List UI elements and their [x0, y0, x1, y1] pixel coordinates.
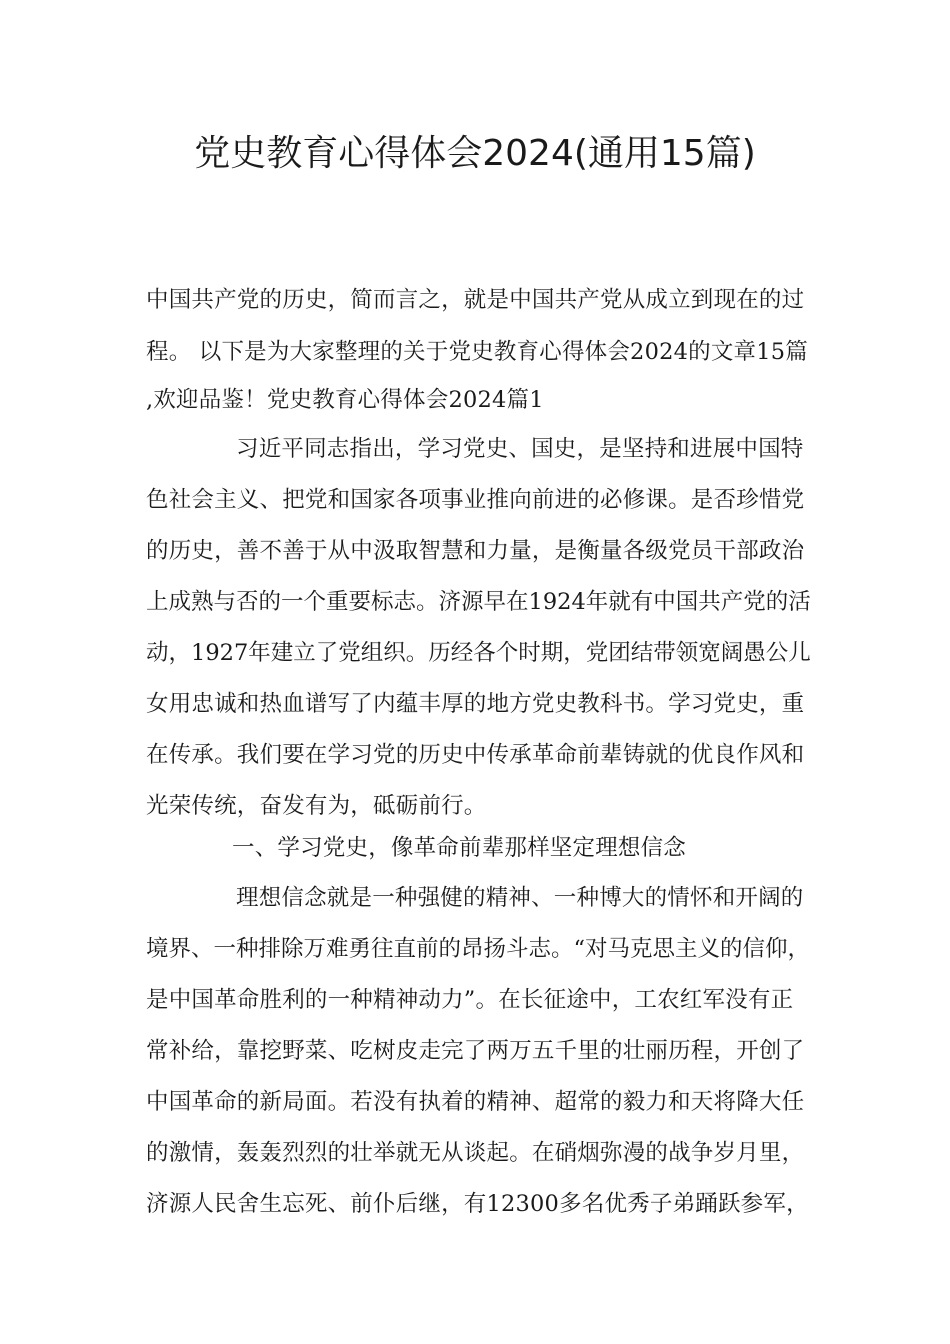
paragraph-line: 在传承。我们要在学习党的历史中传承革命前辈铸就的优良作风和	[146, 742, 805, 768]
paragraph-line: 济源人民舍生忘死、前仆后继，有12300多名优秀子弟踊跃参军，	[146, 1191, 809, 1217]
paragraph-line: 的历史，善不善于从中汲取智慧和力量，是衡量各级党员干部政治	[146, 538, 805, 564]
paragraph-line: 是中国革命胜利的一种精神动力”。在长征途中，工农红军没有正	[146, 987, 794, 1013]
paragraph-line: 的激情，轰轰烈烈的壮举就无从谈起。在硝烟弥漫的战争岁月里，	[146, 1140, 805, 1166]
paragraph-line: 动，1927年建立了党组织。历经各个时期，党团结带领宽阔愚公儿	[146, 640, 811, 666]
paragraph-line: 中国革命的新局面。若没有执着的精神、超常的毅力和天将降大任	[146, 1089, 805, 1115]
paragraph-line: 常补给，靠挖野菜、吃树皮走完了两万五千里的壮丽历程，开创了	[146, 1038, 805, 1064]
paragraph-line: 习近平同志指出，学习党史、国史，是坚持和进展中国特	[236, 436, 804, 462]
paragraph-line: 女用忠诚和热血谱写了内蕴丰厚的地方党史教科书。学习党史，重	[146, 691, 805, 717]
paragraph-line: 色社会主义、把党和国家各项事业推向前进的必修课。是否珍惜党	[146, 487, 805, 513]
paragraph-line: 光荣传统，奋发有为，砥砺前行。	[146, 793, 487, 819]
paragraph-line: 中国共产党的历史，简而言之，就是中国共产党从成立到现在的过	[146, 287, 805, 313]
paragraph-line: 境界、一种排除万难勇往直前的昂扬斗志。“对马克思主义的信仰，	[146, 936, 811, 962]
paragraph-line: 理想信念就是一种强健的精神、一种博大的情怀和开阔的	[236, 885, 804, 911]
section-heading: 一、学习党史，像革命前辈那样坚定理想信念	[232, 835, 687, 861]
paragraph-line: ,欢迎品鉴！党史教育心得体会2024篇1	[146, 387, 544, 413]
document-title: 党史教育心得体会2024(通用15篇)	[194, 133, 756, 174]
paragraph-line: 上成熟与否的一个重要标志。济源早在1924年就有中国共产党的活	[146, 589, 811, 615]
paragraph-line: 程。 以下是为大家整理的关于党史教育心得体会2024的文章15篇	[146, 339, 808, 365]
